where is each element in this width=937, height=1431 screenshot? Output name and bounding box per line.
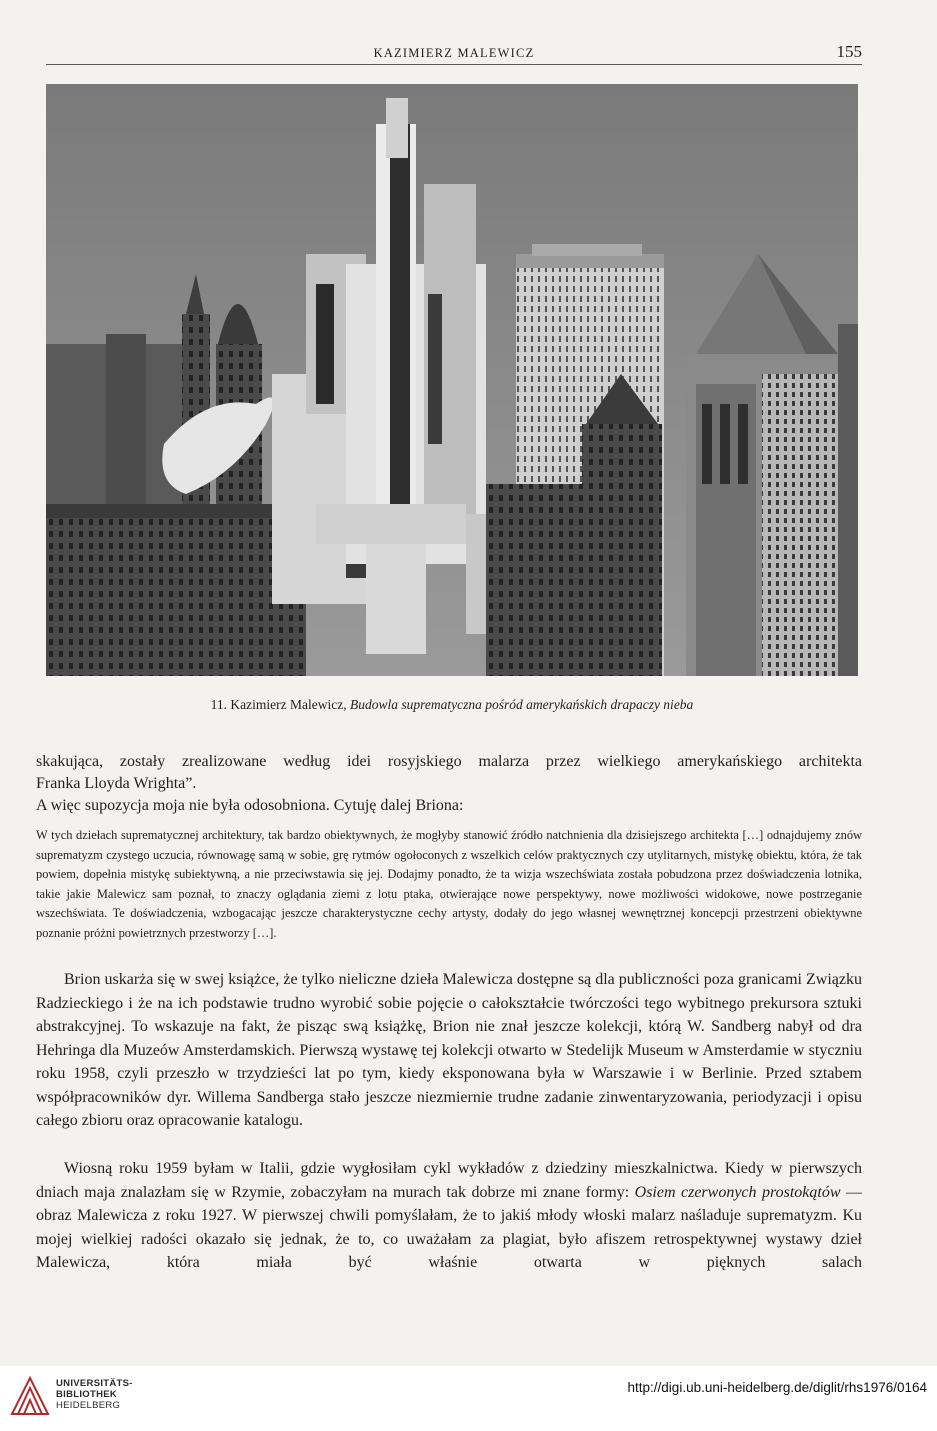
figure-title: Budowla suprematyczna pośród amerykańskich drapaczy nieba — [349, 697, 694, 712]
figure-number: 11. — [210, 697, 228, 712]
text-line: Franka Lloyda Wrighta”. — [36, 775, 197, 792]
header-rule — [46, 64, 862, 65]
library-line: BIBLIOTHEK — [56, 1389, 118, 1400]
paragraph-text: — obraz Malewicza z roku 1927. W pierwszej chwili pomyślałam, że to jakiś młody włoski malarz naśladuje suprematyzm. Ku mojej wielkiej radości okazało się jednak, że to, co uważałam za plagiat, było afiszem retrospektywnej wystawy dzieł Malewicza, która miała być właśnie otwarta w pięknych salach — [36, 1183, 863, 1271]
paragraph-brion: Brion uskarża się w swej książce, że tylko nieliczne dzieła Malewicza dostępne są dla publiczności poza granicami Związku Radzieckiego i że na ich podstawie trudno wyrobić sobie pojęcie o całokształcie twórczości tego wybitnego prekursora sztuki abstrakcyjnej. To wskazuje na fakt, że pisząc swą książkę, Brion nie znał jeszcze kolekcji, którą W. Sandberg nabył od dra Hehringa dla Muzeów Amsterdamskich. Pierwszą wystawę tej kolekcji otwarto w Stedelijk Museum w Amsterdamie w styczniu roku 1958, czyli przeszło w trzydzieści lat po tym, kiedy eksponowana była w Warszawie i w Berlinie. Przed sztabem współpracowników dyr. Willema Sandberga stało jeszcze niezmiernie trudne zadanie zinwentaryzowania, periodyzacji i opisu całego zbioru oraz opracowanie katalogu. — [36, 971, 862, 1129]
page-header — [46, 42, 862, 66]
skyscraper-collage-image — [46, 84, 858, 676]
paragraph-rome — [36, 1157, 862, 1275]
figure-photograph — [46, 84, 858, 676]
library-line: UNIVERSITÄTS- — [56, 1378, 133, 1389]
artwork-title: Osiem czerwonych prostokątów — [634, 1183, 841, 1201]
paragraph-continuation — [36, 751, 862, 817]
digitization-footer — [0, 1366, 937, 1431]
block-quote: W tych dziełach suprematycznej architektury, tak bardzo obiektywnych, że mogłyby stanowić źródło natchnienia dla dzisiejszego architekta […] odnajdujemy znów suprematyzm czystego uczucia, równowagę samą w sobie, grę rytmów ogołoconych z wszelkich celów praktycznych czy utylitarnych, mistykę obiektu, która, że tak powiem, dopełnia mistykę subiektywną, a nie przeciwstawia się jej. Dodajmy ponadto, że ta wizja wszechświata została pobudzona przez doświadczenia lotnika, takie jakie Malewicz sam poznał, to znaczy oglądania ziemi z lotu ptaka, otwierające nowe perspektywy, nowe możliwości widokowe, nowe postrzeganie wszechświata. Te doświadczenia, wzbogacając jeszcze charakterystyczne cechy artysty, dodały do jego własnej wewnętrznej koncepcji przestrzeni obiektywne poznanie próżni powietrznych przestworzy […]. — [36, 828, 862, 940]
university-library-logo-icon — [8, 1374, 52, 1418]
text-line: skakująca, zostały zrealizowane według idei rosyjskiego malarza przez wielkiego amerykańskiego architekta — [36, 753, 862, 770]
running-title: KAZIMIERZ MALEWICZ — [373, 46, 535, 60]
library-line: HEIDELBERG — [56, 1400, 121, 1411]
permalink-url[interactable]: http://digi.ub.uni-heidelberg.de/diglit/rhs1976/0164 — [627, 1380, 927, 1395]
library-name — [56, 1378, 133, 1411]
paragraph-text: Wiosną roku 1959 byłam w Italii, gdzie wygłosiłam cykl wykładów z dziedziny mieszkalnictwa. Kiedy w pierwszych dniach maja znalazłam się w Rzymie, zobaczyłam na murach tak dobrze mi znane formy: — [36, 1160, 862, 1201]
figure-caption — [46, 697, 858, 713]
page-number: 155 — [836, 42, 862, 61]
text-line: A więc supozycja moja nie była odosobniona. Cytuję dalej Briona: — [36, 797, 464, 814]
figure-author: Kazimierz Malewicz, — [230, 697, 347, 712]
